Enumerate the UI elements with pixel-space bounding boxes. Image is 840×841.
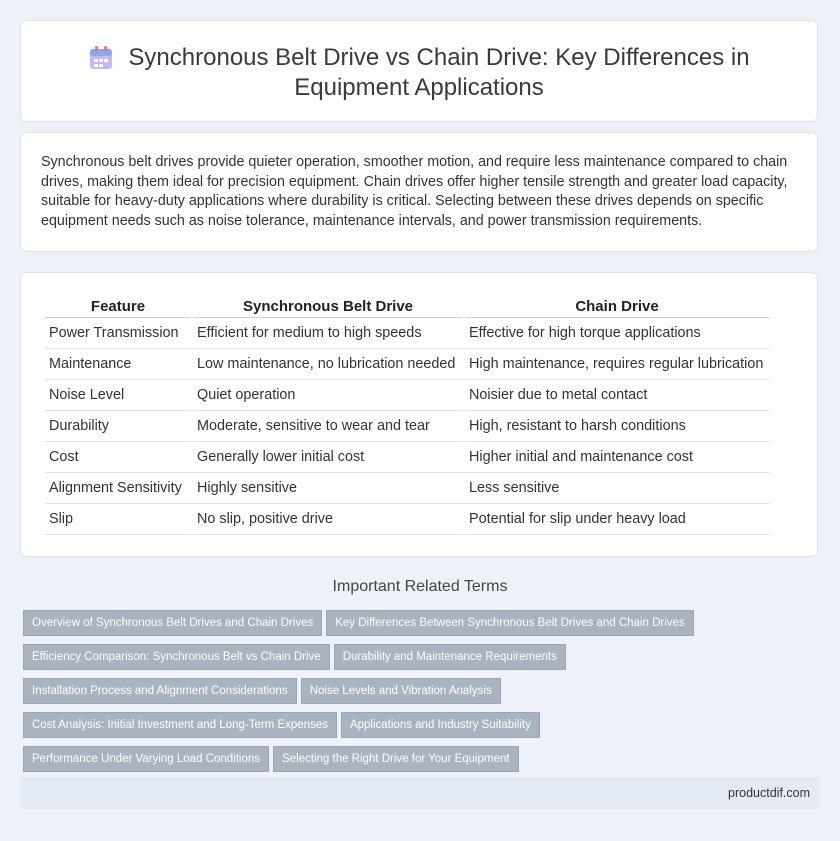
related-term-tag[interactable]: Noise Levels and Vibration Analysis xyxy=(301,678,501,704)
table-cell: Alignment Sensitivity xyxy=(45,473,191,504)
related-terms-list xyxy=(23,610,743,780)
table-row xyxy=(45,318,769,349)
header-chain-drive: Chain Drive xyxy=(465,295,769,318)
table-cell: High maintenance, requires regular lubrication xyxy=(465,349,769,380)
related-term-tag[interactable]: Durability and Maintenance Requirements xyxy=(334,644,566,670)
table-cell: Less sensitive xyxy=(465,473,769,504)
table-cell: Generally lower initial cost xyxy=(193,442,463,473)
related-terms-title: Important Related Terms xyxy=(332,578,508,595)
calendar-icon xyxy=(88,45,114,71)
table-cell: Potential for slip under heavy load xyxy=(465,504,769,535)
intro-card xyxy=(20,132,818,252)
related-term-tag[interactable]: Overview of Synchronous Belt Drives and Chain Drives xyxy=(23,610,322,636)
related-term-tag[interactable]: Installation Process and Alignment Considerations xyxy=(23,678,297,704)
intro-paragraph: Synchronous belt drives provide quieter operation, smoother motion, and require less maintenance compared to chain drives, making them ideal for precision equipment. Chain drives offer higher tensile strength and greater load capacity, suitable for heavy-duty applications where durability is critical. Selecting between these drives depends on specific equipment needs such as noise tolerance, maintenance intervals, and power transmission requirements. xyxy=(41,154,788,229)
table-cell: Highly sensitive xyxy=(193,473,463,504)
comparison-table xyxy=(43,295,771,535)
related-term-tag[interactable]: Efficiency Comparison: Synchronous Belt vs Chain Drive xyxy=(23,644,330,670)
related-term-tag[interactable]: Cost Analysis: Initial Investment and Long-Term Expenses xyxy=(23,712,337,738)
table-row xyxy=(45,349,769,380)
table-row xyxy=(45,380,769,411)
table-row xyxy=(45,442,769,473)
table-cell: Noisier due to metal contact xyxy=(465,380,769,411)
related-term-tag[interactable]: Applications and Industry Suitability xyxy=(341,712,540,738)
table-row xyxy=(45,473,769,504)
table-cell: Maintenance xyxy=(45,349,191,380)
table-cell: Efficient for medium to high speeds xyxy=(193,318,463,349)
table-row xyxy=(45,504,769,535)
table-cell: Quiet operation xyxy=(193,380,463,411)
related-term-tag[interactable]: Selecting the Right Drive for Your Equipment xyxy=(273,746,519,772)
title-wrap xyxy=(81,43,757,103)
table-cell: Cost xyxy=(45,442,191,473)
table-cell: Effective for high torque applications xyxy=(465,318,769,349)
page-title: Synchronous Belt Drive vs Chain Drive: Key Differences in Equipment Applications xyxy=(128,44,750,101)
table-cell: Durability xyxy=(45,411,191,442)
footer xyxy=(20,777,820,809)
footer-site-link[interactable]: productdif.com xyxy=(728,786,810,800)
table-cell: Low maintenance, no lubrication needed xyxy=(193,349,463,380)
table-cell: Slip xyxy=(45,504,191,535)
table-header-row xyxy=(45,295,769,318)
table-cell: Higher initial and maintenance cost xyxy=(465,442,769,473)
header-feature: Feature xyxy=(45,295,191,318)
related-term-tag[interactable]: Key Differences Between Synchronous Belt Drives and Chain Drives xyxy=(326,610,693,636)
table-cell: Noise Level xyxy=(45,380,191,411)
table-cell: High, resistant to harsh conditions xyxy=(465,411,769,442)
table-cell: Power Transmission xyxy=(45,318,191,349)
header-card xyxy=(20,20,818,122)
comparison-table-card xyxy=(20,272,818,557)
table-row xyxy=(45,411,769,442)
table-cell: Moderate, sensitive to wear and tear xyxy=(193,411,463,442)
table-cell: No slip, positive drive xyxy=(193,504,463,535)
header-synchronous-belt: Synchronous Belt Drive xyxy=(193,295,463,318)
related-term-tag[interactable]: Performance Under Varying Load Conditions xyxy=(23,746,269,772)
